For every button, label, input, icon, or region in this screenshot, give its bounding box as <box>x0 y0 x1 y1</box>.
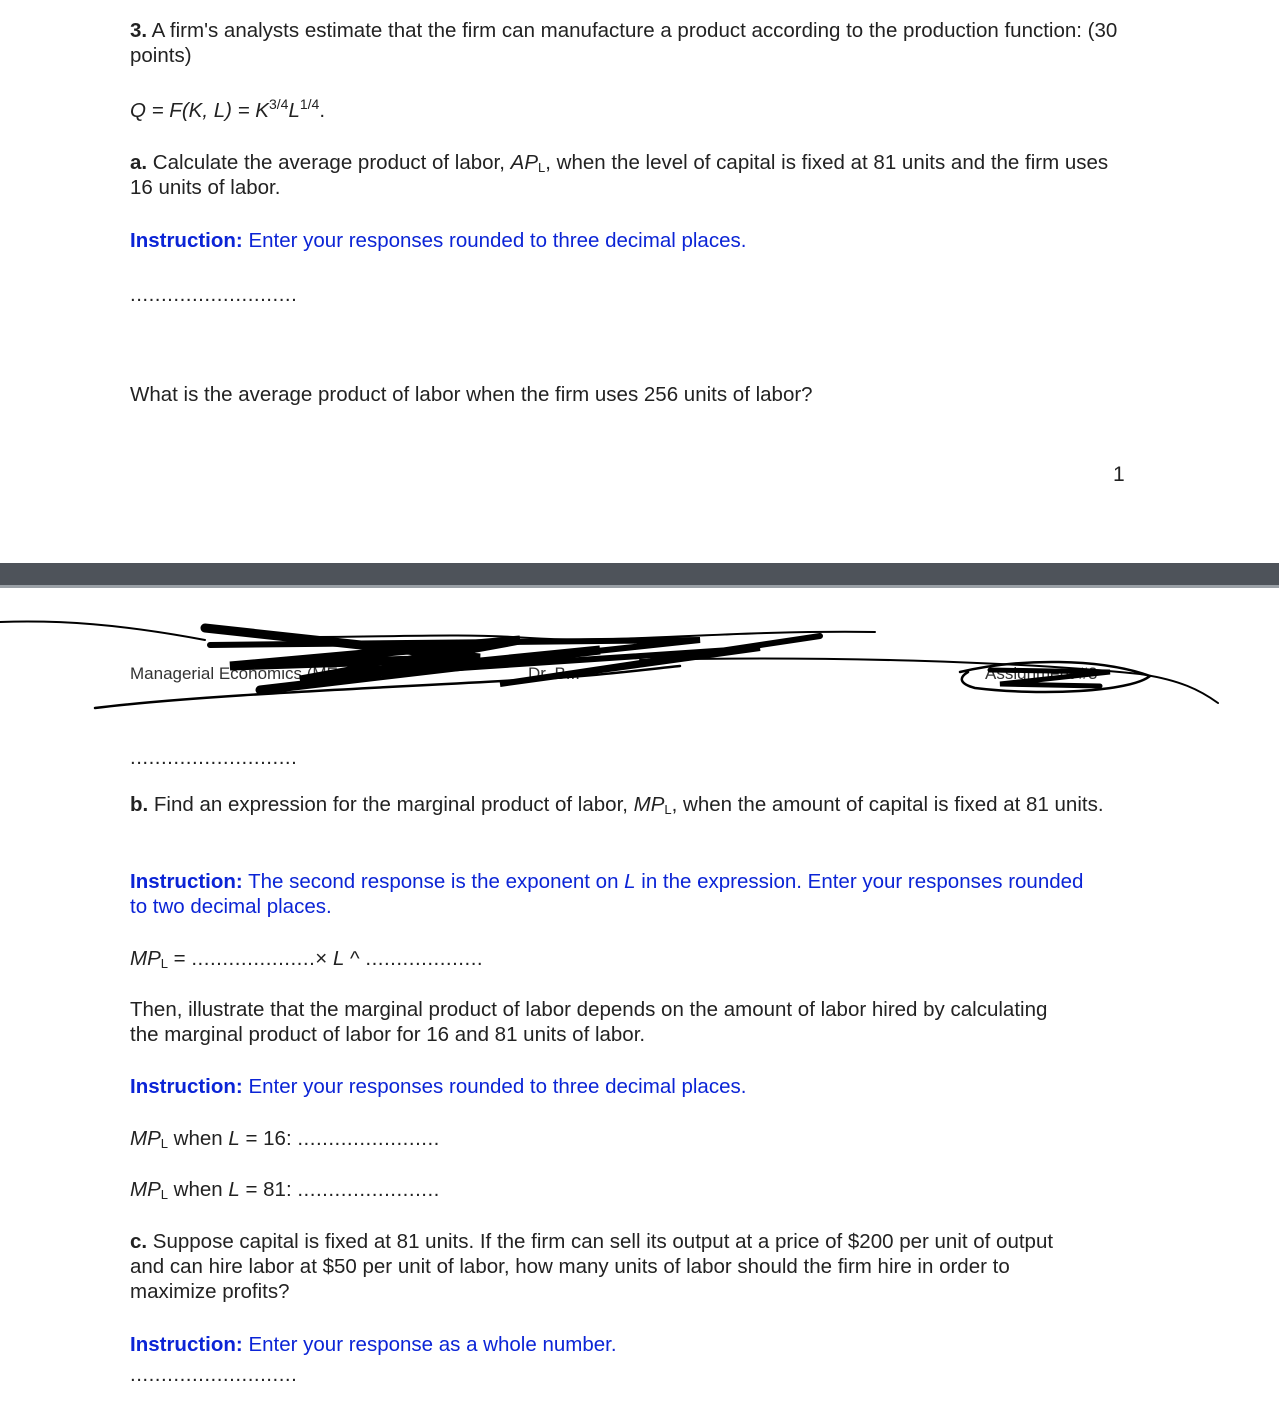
part-c-instruction <box>130 1332 1130 1357</box>
part-a-followup-question: What is the average product of labor when the firm uses 256 units of labor? <box>130 383 813 406</box>
part-a-label: a. <box>130 151 148 174</box>
row-l: L <box>228 1127 240 1150</box>
part-a-instruction <box>130 228 1130 253</box>
row-when: when <box>167 1178 229 1201</box>
production-function-formula <box>130 98 1130 123</box>
coefficient-blank[interactable]: .................... <box>191 947 316 970</box>
part-b-question <box>130 792 1120 817</box>
instruction-l: L <box>624 870 636 893</box>
mpl-expression <box>130 946 1130 971</box>
part-b-instruction-2 <box>130 1074 1130 1099</box>
row-sub: L <box>160 1136 168 1151</box>
exponent-blank[interactable]: ................... <box>365 947 484 970</box>
mpl-81-answer-blank[interactable]: ....................... <box>297 1178 440 1201</box>
formula-end: . <box>319 99 326 122</box>
part-c-label: c. <box>130 1230 148 1253</box>
page-number: 1 <box>1113 463 1125 486</box>
part-c-answer-blank[interactable]: ........................... <box>130 1363 298 1386</box>
part-b-text-1: Find an expression for the marginal product of labor, <box>148 793 634 816</box>
question-intro <box>130 18 1130 68</box>
question-intro-text: A firm's analysts estimate that the firm can manufacture a product according to the production function: (30 points) <box>130 19 1118 67</box>
instruction-text: Enter your responses rounded to three decimal places. <box>242 1075 747 1098</box>
row-value: = 81: <box>239 1178 298 1201</box>
instruction-text: Enter your responses rounded to three decimal places. <box>242 229 747 252</box>
expr-l: L <box>332 947 345 970</box>
row-l: L <box>228 1178 240 1201</box>
instruction-label: Instruction: <box>130 1075 243 1098</box>
part-c-question <box>130 1229 1090 1304</box>
row-sub: L <box>160 1187 168 1202</box>
part-b-sub: L <box>664 802 672 817</box>
row-mp: MP <box>130 1127 161 1150</box>
part-a-sub: L <box>538 160 546 175</box>
redaction-scribble <box>0 600 1279 720</box>
part-a-answer-blank-2[interactable]: ........................... <box>130 746 298 769</box>
formula-exponent-k: 3/4 <box>269 96 289 112</box>
part-b-label: b. <box>130 793 149 816</box>
part-b-instruction <box>130 869 1100 919</box>
part-b-mp: MP <box>633 793 665 816</box>
formula-lhs: Q = F(K, L) = K <box>130 99 269 122</box>
expr-sub: L <box>160 956 168 971</box>
instruction-label: Instruction: <box>130 870 243 893</box>
instruction-label: Instruction: <box>130 1333 243 1356</box>
part-a-answer-blank-1[interactable]: ........................... <box>130 283 298 306</box>
part-a-question <box>130 150 1130 200</box>
formula-l: L <box>288 99 300 122</box>
part-a-ap: AP <box>510 151 539 174</box>
mpl-16-answer-blank[interactable]: ....................... <box>297 1127 440 1150</box>
mpl-16-row <box>130 1126 1130 1151</box>
header-course-text: Managerial Economics (ME...) <box>130 664 358 683</box>
part-a-text-1: Calculate the average product of labor, <box>147 151 511 174</box>
instruction-text-1: The second response is the exponent on <box>242 870 625 893</box>
part-b-then-text: Then, illustrate that the marginal product of labor depends on the amount of labor hired by calculating the marginal product of labor for 16 and 81 units of labor. <box>130 998 1048 1046</box>
instruction-label: Instruction: <box>130 229 243 252</box>
part-a-text-2: , when the level of capital is fixed at 81 units and the firm uses 16 units of labor. <box>130 151 1109 199</box>
expr-mp: MP <box>130 947 161 970</box>
row-value: = 16: <box>239 1127 298 1150</box>
mpl-81-row <box>130 1177 1130 1202</box>
instruction-text: Enter your response as a whole number. <box>242 1333 617 1356</box>
expr-equals: = <box>167 947 192 970</box>
part-c-text: Suppose capital is fixed at 81 units. If the firm can sell its output at a price of $200 per unit of output and can hire labor at $50 per unit of labor, how many units of labor should the firm hire in order to maximize profits? <box>130 1230 1054 1303</box>
header-assignment-text: Assignment #3 <box>985 664 1098 683</box>
expr-times: × <box>315 947 333 970</box>
question-number: 3. <box>130 19 148 42</box>
expr-caret: ^ <box>344 947 366 970</box>
page-divider <box>0 563 1279 588</box>
instruction-text-2: in the expression. Enter your responses rounded to two decimal places. <box>130 870 1084 918</box>
row-when: when <box>167 1127 229 1150</box>
row-mp: MP <box>130 1178 161 1201</box>
part-b-text-2: , when the amount of capital is fixed at 81 units. <box>671 793 1104 816</box>
formula-exponent-l: 1/4 <box>299 96 320 112</box>
header-instructor-text: Dr. B... <box>528 664 580 683</box>
